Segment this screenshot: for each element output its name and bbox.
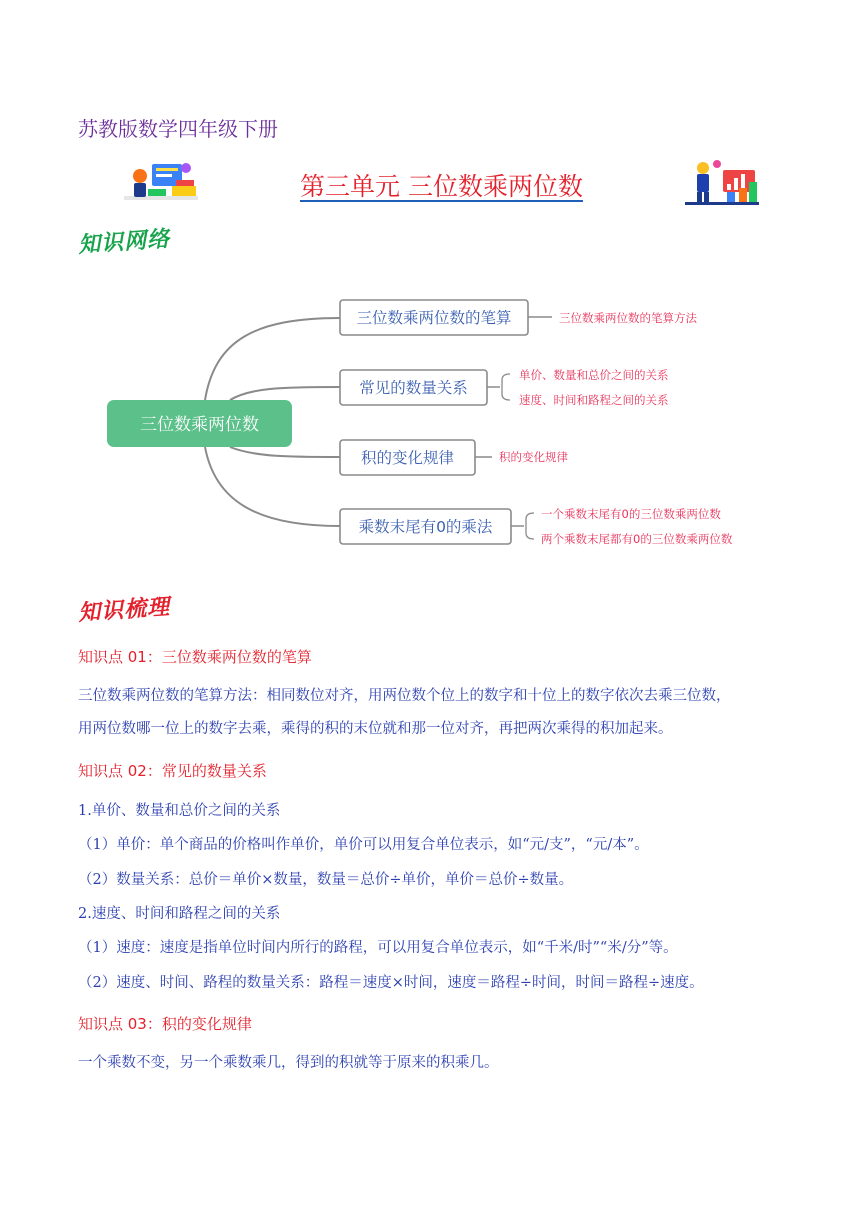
unit-title: 第三单元 三位数乘两位数 [300, 172, 583, 201]
mind-map [0, 0, 860, 600]
document-subtitle: 苏教版数学四年级下册 [78, 117, 278, 141]
paragraph-line: （2）数量关系：总价＝单价×数量，数量＝总价÷单价，单价＝总价÷数量。 [78, 872, 574, 888]
knowledge-review-heading: 知识梳理 [77, 594, 171, 627]
branch-detail: 单价、数量和总价之间的关系 [519, 368, 669, 382]
knowledge-point-02-title: 知识点 02：常见的数量关系 [78, 762, 267, 780]
branch-detail: 一个乘数末尾有0的三位数乘两位数 [541, 507, 721, 521]
branch-detail: 速度、时间和路程之间的关系 [519, 393, 669, 407]
branch-label: 常见的数量关系 [359, 379, 468, 397]
branch-label: 乘数末尾有0的乘法 [358, 518, 493, 536]
branch-detail: 两个乘数末尾都有0的三位数乘两位数 [541, 532, 733, 546]
mind-map-connector [205, 447, 340, 526]
paragraph-line: 1.单价、数量和总价之间的关系 [78, 803, 281, 819]
knowledge-point-01-title: 知识点 01：三位数乘两位数的笔算 [78, 648, 312, 666]
paragraph-line: （1）速度：速度是指单位时间内所行的路程，可以用复合单位表示，如“千米/时”“米/分”等。 [78, 940, 678, 956]
branch-detail: 积的变化规律 [499, 450, 568, 464]
paragraph-line: 一个乘数不变，另一个乘数乘几，得到的积就等于原来的积乘几。 [78, 1055, 499, 1071]
paragraph-line: 三位数乘两位数的笔算方法：相同数位对齐，用两位数个位上的数字和十位上的数字依次去乘三位数， [78, 688, 731, 704]
paragraph-line: （2）速度、时间、路程的数量关系：路程＝速度×时间，速度＝路程÷时间，时间＝路程÷速度。 [78, 975, 704, 991]
branch-detail: 三位数乘两位数的笔算方法 [559, 311, 697, 325]
knowledge-network-heading: 知识网络 [77, 226, 171, 259]
mind-map-connector [230, 387, 340, 400]
branch-label: 积的变化规律 [360, 449, 455, 467]
mind-map-connector [230, 447, 340, 457]
mind-map-root-label: 三位数乘两位数 [140, 415, 259, 435]
paragraph-line: （1）单价：单个商品的价格叫作单价，单价可以用复合单位表示，如“元/支”，“元/本”。 [78, 837, 649, 853]
paragraph-line: 用两位数哪一位上的数字去乘，乘得的积的末位就和那一位对齐，再把两次乘得的积加起来。 [78, 721, 673, 737]
paragraph-line: 2.速度、时间和路程之间的关系 [78, 906, 281, 922]
branch-label: 三位数乘两位数的笔算 [356, 309, 512, 327]
knowledge-point-03-title: 知识点 03：积的变化规律 [78, 1015, 252, 1033]
